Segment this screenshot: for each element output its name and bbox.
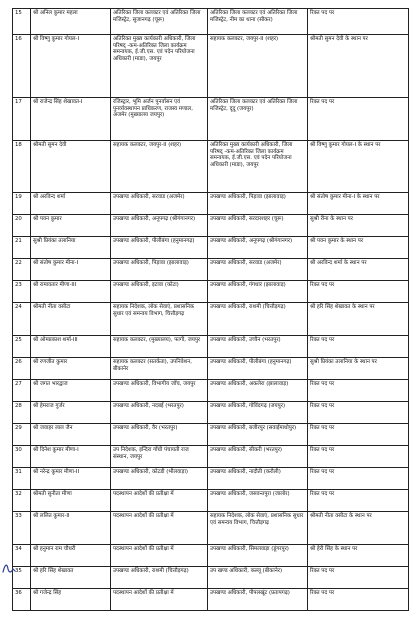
remark: रिक्त पद पर [308,336,409,358]
serial-no: 29 [13,424,31,446]
serial-no: 19 [13,193,31,215]
serial-no: 32 [13,490,31,512]
officer-name: श्री ललित कुमार-II [31,512,111,545]
remark: श्री हरि सिंह शेखावत के स्थान पर [308,303,409,336]
current-post: सहायक कलक्टर (सतर्कता), उपनिवेशन, बीकानेर [111,358,208,380]
table-row [13,380,409,402]
current-post: उपखण्ड अधिकारी, पीलीबंगा (हनुमानगढ़) [111,237,208,259]
current-post: सहायक कलक्टर, (मुख्यालय), फागी, जयपुर [111,336,208,358]
remark: श्रीमती सुमन देवी के स्थान पर [308,35,409,98]
current-post: उपखण्ड अधिकारी, वैर (भरतपुर) [111,424,208,446]
table-row [13,98,409,141]
current-post: पदस्थापन आदेशों की प्रतीक्षा में [111,512,208,545]
table-row [13,141,409,193]
current-post: उपखण्ड अधिकारी, नदबई (भरतपुर) [111,402,208,424]
table-row [13,215,409,237]
remark: श्री हेरी सिंह के स्थान पर [308,545,409,567]
current-post: सहायक निदेशक, लोक सेवाएं, प्रशासनिक सुधार एवं समन्वय विभाग, चित्तौड़गढ़ [111,303,208,336]
serial-no: 31 [13,468,31,490]
officer-name: श्रीमती सुमन देवी [31,141,111,193]
serial-no: 30 [13,446,31,468]
remark: रिक्त पद पर [308,424,409,446]
current-post: उपखण्ड अधिकारी, पिड़ावा (झालावाड़) [111,259,208,281]
officer-name: श्री हेमराज गुर्जर [31,402,111,424]
officer-name: श्री दिनेश कुमार मीणा-I [31,446,111,468]
current-post: उपखण्ड अधिकारी, राशमी (चित्तौड़गढ़) [111,567,208,589]
new-post: उपखण्ड अधिकारी, गंगधार (झालावाड़) [208,281,308,303]
officer-name: श्री अरविन्द शर्मा [31,193,111,215]
officer-name: श्री जगत भारद्वाज [31,380,111,402]
remark: रिक्त पद पर [308,490,409,512]
remark: रिक्त पद पर [308,589,409,611]
table-row [13,9,409,35]
serial-no: 18 [13,141,31,193]
remark: रिक्त पद पर [308,98,409,141]
officer-name: श्री रामावतार मीणा-III [31,281,111,303]
current-post: पदस्थापन आदेशों की प्रतीक्षा में [111,490,208,512]
serial-no: 22 [13,259,31,281]
new-post: उपखण्ड अधिकारी, उच्चैन (भरतपुर) [208,336,308,358]
officer-name: श्री जवाहर लाल जैन [31,424,111,446]
remark: श्री पवन कुमार के स्थान पर [308,237,409,259]
current-post: उप निदेशक, इन्दिरा गाँधी पंचायती राज संस्थान, जयपुर [111,446,208,468]
table-row [13,424,409,446]
remark: रिक्त पद पर [308,468,409,490]
officer-name: श्रीमती सुनीता मीणा [31,490,111,512]
new-post: उपखण्ड अधिकारी, नादौती (करौली) [208,468,308,490]
officer-name: श्रीमती नीता वसीटा [31,303,111,336]
new-post: उपखण्ड अधिकारी, पीलीबंगा (हनुमानगढ़) [208,358,308,380]
table-row [13,35,409,98]
new-post: उपखण्ड अधिकारी, पीपलखूंट (प्रतापगढ़) [208,589,308,611]
table-row [13,446,409,468]
remark: श्री अरविन्द शर्मा के स्थान पर [308,259,409,281]
table-row [13,545,409,567]
remark: सुश्री प्रियंका तलानिया के स्थान पर [308,358,409,380]
officer-name: श्री हरि सिंह शेखावत [31,567,111,589]
current-post: उपखण्ड अधिकारी, सरवाड (अजमेर) [111,193,208,215]
remark: रिक्त पद पर [308,446,409,468]
serial-no: 36 [13,589,31,611]
current-post: उपखण्ड अधिकारी, इटावा (कोटा) [111,281,208,303]
serial-no: 26 [13,358,31,380]
officer-name: सुश्री प्रियंका तलानिया [31,237,111,259]
serial-no: 25 [13,336,31,358]
current-post: उपखण्ड अधिकारी, अनूपगढ़ (श्रीगंगानगर) [111,215,208,237]
remark: रिक्त पद पर [308,380,409,402]
officer-name: श्री रणजीत कुमार [31,358,111,380]
new-post: सहायक निदेशक, लोक सेवाएं, प्रशासनिक सुधार एवं समन्वय विभाग, चित्तौड़गढ़ [208,512,308,545]
new-post: उपखण्ड अधिकारी, सीकरी (भरतपुर) [208,446,308,468]
remark: सुश्री रीना के स्थान पर [308,215,409,237]
officer-name: श्री अनिल कुमार महला [31,9,111,35]
current-post: पदस्थापन आदेशों की प्रतीक्षा में [111,545,208,567]
new-post: उपखण्ड अधिकारी, राशमी (चित्तौड़गढ़) [208,303,308,336]
new-post: उप खण्ड अधिकारी, कल्लू (बीकानेर) [208,567,308,589]
table-row [13,303,409,336]
current-post: उपखण्ड अधिकारी, कोटडी (भीलवाड़ा) [111,468,208,490]
serial-no: 16 [13,35,31,98]
table-row [13,259,409,281]
table-row [13,512,409,545]
new-post: उपखण्ड अधिकारी, पिड़ावा (झालावाड़) [208,193,308,215]
remark: रिक्त पद पर [308,281,409,303]
table-row [13,336,409,358]
remark: रिक्त पद पर [308,567,409,589]
table-row [13,358,409,380]
serial-no: 15 [13,9,31,35]
serial-no: 28 [13,402,31,424]
officer-name: श्री नरेन्द्र कुमार मीणा-II [31,468,111,490]
table-row [13,237,409,259]
table-row [13,281,409,303]
serial-no: 33 [13,512,31,545]
new-post: सहायक कलक्टर, जयपुर-II (शहर) [208,35,308,98]
officer-name: श्री गजेन्द्र सिंह [31,589,111,611]
new-post: उपखण्ड अधिकारी, अकलेरा (झालावाड़) [208,380,308,402]
serial-no: 24 [13,303,31,336]
remark: श्री संतोष कुमार मीना-I के स्थान पर [308,193,409,215]
table-row [13,468,409,490]
table-row [13,589,409,611]
current-post: अतिरिक्त जिला कलक्टर एवं अतिरिक्त जिला मजिस्ट्रेट, सुजानगढ़ (चूरू) [111,9,208,35]
new-post: उपखण्ड अधिकारी, जसवन्तपुरा (जालोर) [208,490,308,512]
table-row [13,193,409,215]
current-post: पदस्थापन आदेशों की प्रतीक्षा में [111,589,208,611]
officer-name: श्री राजेन्द्र सिंह शेखावत-I [31,98,111,141]
officer-name: श्री ओमप्रकाश शर्मा-III [31,336,111,358]
serial-no: 27 [13,380,31,402]
officer-name: श्री विष्णु कुमार गोयल-I [31,35,111,98]
remark: श्री विष्णु कुमार गोयल-I के स्थान पर [308,141,409,193]
current-post: सहायक कलक्टर, जयपुर-II (शहर) [111,141,208,193]
table-row [13,402,409,424]
serial-no: 21 [13,237,31,259]
current-post: रजिस्ट्रार, भूमि अर्जन पुनर्वासन एवं पुनर्व्यवस्थापन प्राधिकरण, राजस्व मण्डल, अजमेर (मुख्यालय जयपुर) [111,98,208,141]
table-row [13,567,409,589]
new-post: उपखण्ड अधिकारी, अनूपगढ़ (श्रीगंगानगर) [208,237,308,259]
new-post: उपखण्ड अधिकारी, बजीरपुर (सवाईमाधोपुर) [208,424,308,446]
transfer-order-table [12,8,408,611]
new-post: अतिरिक्त मुख्य कार्यकारी अधिकारी, जिला परिषद् -कम-अतिरिक्त जिला कार्यक्रम समन्वयक, ई.जी.एस. एवं पदेन परियोजना अधिकारी (माडा), जयपुर [208,141,308,193]
serial-no: 23 [13,281,31,303]
new-post: उपखण्ड अधिकारी, सिमलवाड़ा (डूंगरपुर) [208,545,308,567]
current-post: उपखण्ड अधिकारी, विभागीय जाँच, जयपुर [111,380,208,402]
table-body [13,9,409,611]
new-post: उपखण्ड अधिकारी, गोविंदगढ़ (जयपुर) [208,402,308,424]
new-post: उपखण्ड अधिकारी, सरवाड (अजमेर) [208,259,308,281]
serial-no: 35 [13,567,31,589]
new-post: अतिरिक्त जिला कलक्टर एवं अतिरिक्त जिला मजिस्ट्रेट, नीम का थाना (सीकर) [208,9,308,35]
officer-name: श्री हनुमान राम चौधरी [31,545,111,567]
officer-name: श्री पवन कुमार [31,215,111,237]
initials-signature-mark [1,560,17,576]
current-post: अतिरिक्त मुख्य कार्यकारी अधिकारी, जिला परिषद् -कम-अतिरिक्त जिला कार्यक्रम समन्वयक, ई.जी.एस. एवं पदेन परियोजना अधिकारी (माडा), जयपुर [111,35,208,98]
table-row [13,490,409,512]
remark: श्रीमती नीता वसीटा के स्थान पर [308,512,409,545]
new-post: उपखण्ड अधिकारी, सरदारशहर (चूरू) [208,215,308,237]
officer-name: श्री संतोष कुमार मीना-I [31,259,111,281]
serial-no: 20 [13,215,31,237]
remark: रिक्त पद पर [308,9,409,35]
remark: रिक्त पद पर [308,402,409,424]
serial-no: 17 [13,98,31,141]
serial-no: 34 [13,545,31,567]
new-post: अतिरिक्त जिला कलक्टर एवं अतिरिक्त जिला मजिस्ट्रेट, दूदू (जयपुर) [208,98,308,141]
